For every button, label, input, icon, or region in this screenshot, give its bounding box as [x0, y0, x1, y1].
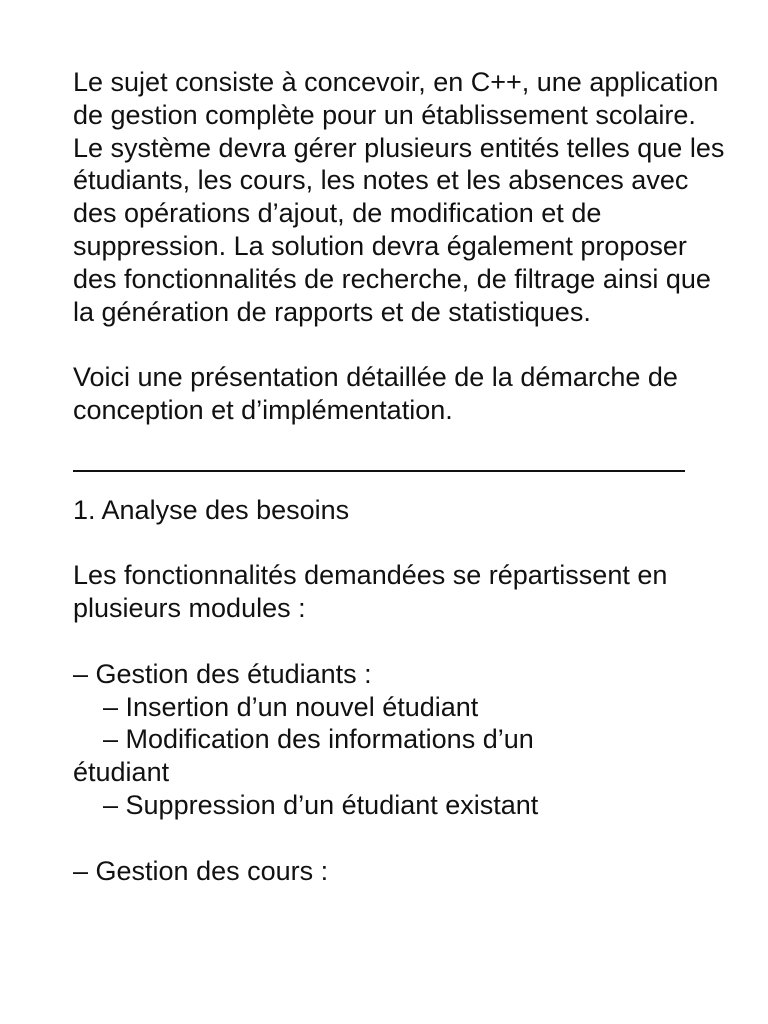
horizontal-divider	[73, 470, 685, 472]
section-heading: 1. Analyse des besoins	[73, 494, 350, 525]
spacer	[73, 328, 733, 361]
list-item: – Modification des informations d’un	[73, 724, 534, 755]
list-item: – Insertion d’un nouvel étudiant	[73, 691, 479, 722]
modules-intro: Les fonctionnalités demandées se répartissent en plusieurs modules :	[73, 560, 675, 624]
courses-module-title: – Gestion des cours :	[73, 855, 329, 886]
approach-paragraph: Voici une présentation détaillée de la démarche de conception et d’implémentation.	[73, 362, 686, 425]
list-item-continuation: étudiant	[73, 757, 170, 788]
list-item: – Suppression d’un étudiant existant	[73, 789, 539, 820]
intro-paragraph: Le sujet consiste à concevoir, en C++, une application de gestion complète pour un établissement scolaire. Le système devra gérer plusieurs entités telles que les étudiants, les cours, les notes et les absences avec des opérations d’ajout, de modification et de suppression. La solution devra également proposer des fonctionnalités de recherche, de filtrage ainsi que la génération de rapports et de statistiques.	[73, 67, 732, 327]
students-module-title: – Gestion des étudiants :	[73, 658, 372, 689]
spacer	[73, 822, 733, 855]
spacer	[73, 527, 733, 560]
document-body	[73, 66, 733, 887]
spacer	[73, 625, 733, 658]
